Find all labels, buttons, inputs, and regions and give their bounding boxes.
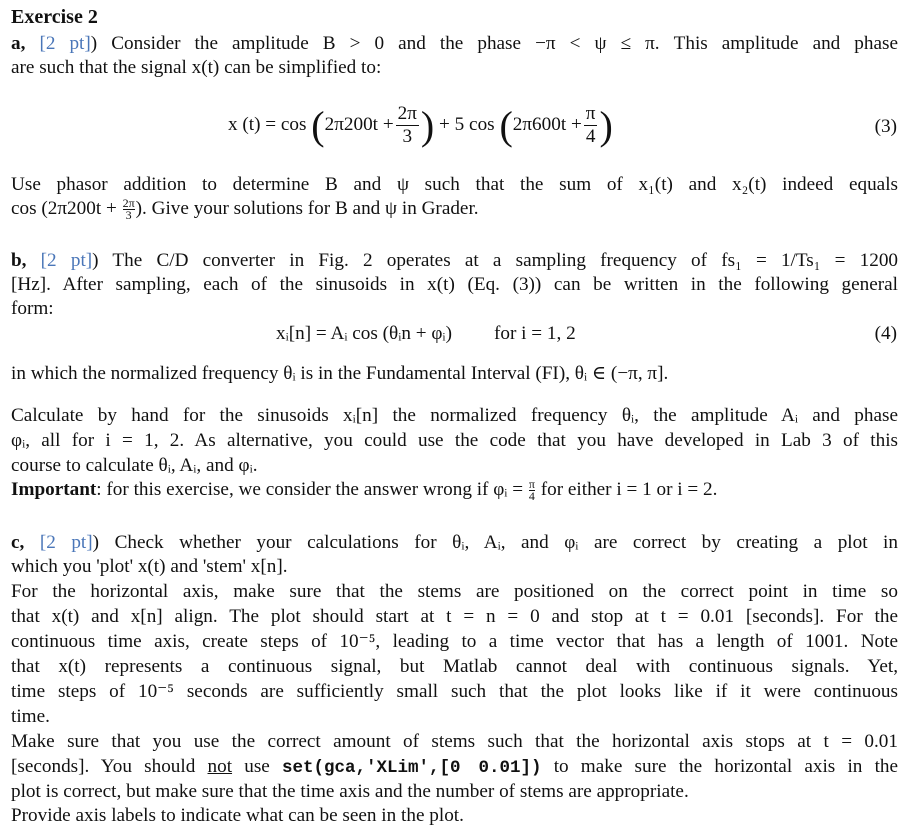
part-a-line-4: cos (2π200t + $\frac{2\pi}{3}$). Give your solutions for B and ψ in Grader. [11,196,479,223]
part-c-line-6: that x(t) represents a continuous signal, but Matlab cannot deal with continuous signals. Yet, [11,656,898,677]
not-underlined: not [207,756,233,777]
equation-4 [276,323,576,345]
line4-frac: $\frac{2\pi}{3}$ [122,196,135,223]
part-b-important: Important: for this exercise, we consider the answer wrong if φᵢ = $\frac{\pi}{4}$ for either i = 1 or i = 2. [11,477,718,504]
part-a-line-1 [11,33,898,55]
eq4-number: (4) [874,323,897,344]
part-c-line-7: time steps of 10⁻⁵ seconds are sufficiently small such that the plot looks like if it were continuous [11,681,898,702]
part-b-line-5: Calculate by hand for the sinusoids xᵢ[n] the normalized frequency θᵢ, the amplitude Aᵢ and phase [11,405,898,426]
equation-3: x (t) = cos (2π200t + $\frac{2\pi}{3}$ ) + 5 cos (2π600t + $\frac{\pi}{4}$ ) [228,103,613,148]
part-b-points: [2 pt] [40,250,93,271]
part-b-line-3: form: [11,298,54,319]
part-a-line-2: are such that the signal x(t) can be simplified to: [11,57,382,78]
part-c-line-4: that x(t) and x[n] align. The plot should start at t = n = 0 and stop at t = 0.01 [seconds]. For the [11,606,898,627]
part-a-label: a, [11,33,26,54]
part-b-line-2: [Hz]. After sampling, each of the sinusoids in x(t) (Eq. (3)) can be written in the following general [11,274,898,295]
eq3-number: (3) [874,116,897,137]
exercise-title: Exercise 2 [11,6,98,28]
important-frac: $\frac{\pi}{4}$ [528,477,535,504]
part-c-line-2: which you 'plot' x(t) and 'stem' x[n]. [11,556,288,577]
eq4-condition: for i = 1, 2 [493,323,576,344]
part-a-points: [2 pt] [39,33,91,54]
part-c-line-11: plot is correct, but make sure that the time axis and the number of stems are appropriate. [11,781,689,802]
part-a-close: ) [90,33,98,54]
part-c-line-12: Provide axis labels to indicate what can be seen in the plot. [11,805,464,826]
eq3-term2-frac: $\frac{\pi}{4}$ [585,103,596,147]
part-a-line-3: Use phasor addition to determine B and ψ such that the sum of x₁(t) and x₂(t) indeed equals [11,174,898,195]
eq4-body: xᵢ[n] = Aᵢ cos (θᵢn + φᵢ) [276,323,452,344]
part-c-line-8: time. [11,706,50,727]
part-b-line-6: φᵢ, all for i = 1, 2. As alternative, you could use the code that you have developed in Lab 3 of this [11,430,898,451]
eq3-lhs: x (t) = cos [228,113,307,135]
eq3-term1-frac: $\frac{2\pi}{3}$ [397,103,417,147]
eq3-term2-inner: 2π600t + [512,113,582,135]
part-b-line-7: course to calculate θᵢ, Aᵢ, and φᵢ. [11,455,258,476]
eq3-term1-inner: 2π200t + [324,113,394,135]
part-b-label: b, [11,250,27,271]
part-c-line-5: continuous time axis, create steps of 10⁻⁵, leading to a time vector that has a length of 1001. Note [11,631,898,652]
matlab-code: set(gca,'XLim',[0 0.01]) [282,758,542,778]
part-c-line-9: Make sure that you use the correct amount of stems such that the horizontal axis stops at t = 0.01 [11,731,898,752]
part-c-line-1: c, [2 pt]) Check whether your calculations for θᵢ, Aᵢ, and φᵢ are correct by creating a plot in [11,532,898,553]
part-b-line-4: in which the normalized frequency θᵢ is in the Fundamental Interval (FI), θᵢ ∈ (−π, π]. [11,363,669,384]
part-c-label: c, [11,532,25,553]
part-c-line-10: [seconds]. You should not use set(gca,'XLim',[0 0.01]) to make sure the horizontal axis in the [11,756,899,778]
part-b-line-1: b, [2 pt]) The C/D converter in Fig. 2 operates at a sampling frequency of fs₁ = 1/Ts₁ = 1200 [11,250,899,271]
part-a-text-1: Consider the amplitude B > 0 and the phase −π < ψ ≤ π. This amplitude and phase [111,33,898,54]
part-c-points: [2 pt] [39,532,93,553]
eq3-plus: + 5 cos [439,113,495,135]
important-label: Important [11,479,97,500]
part-c-line-3: For the horizontal axis, make sure that the stems are positioned on the correct point in time so [11,581,898,602]
